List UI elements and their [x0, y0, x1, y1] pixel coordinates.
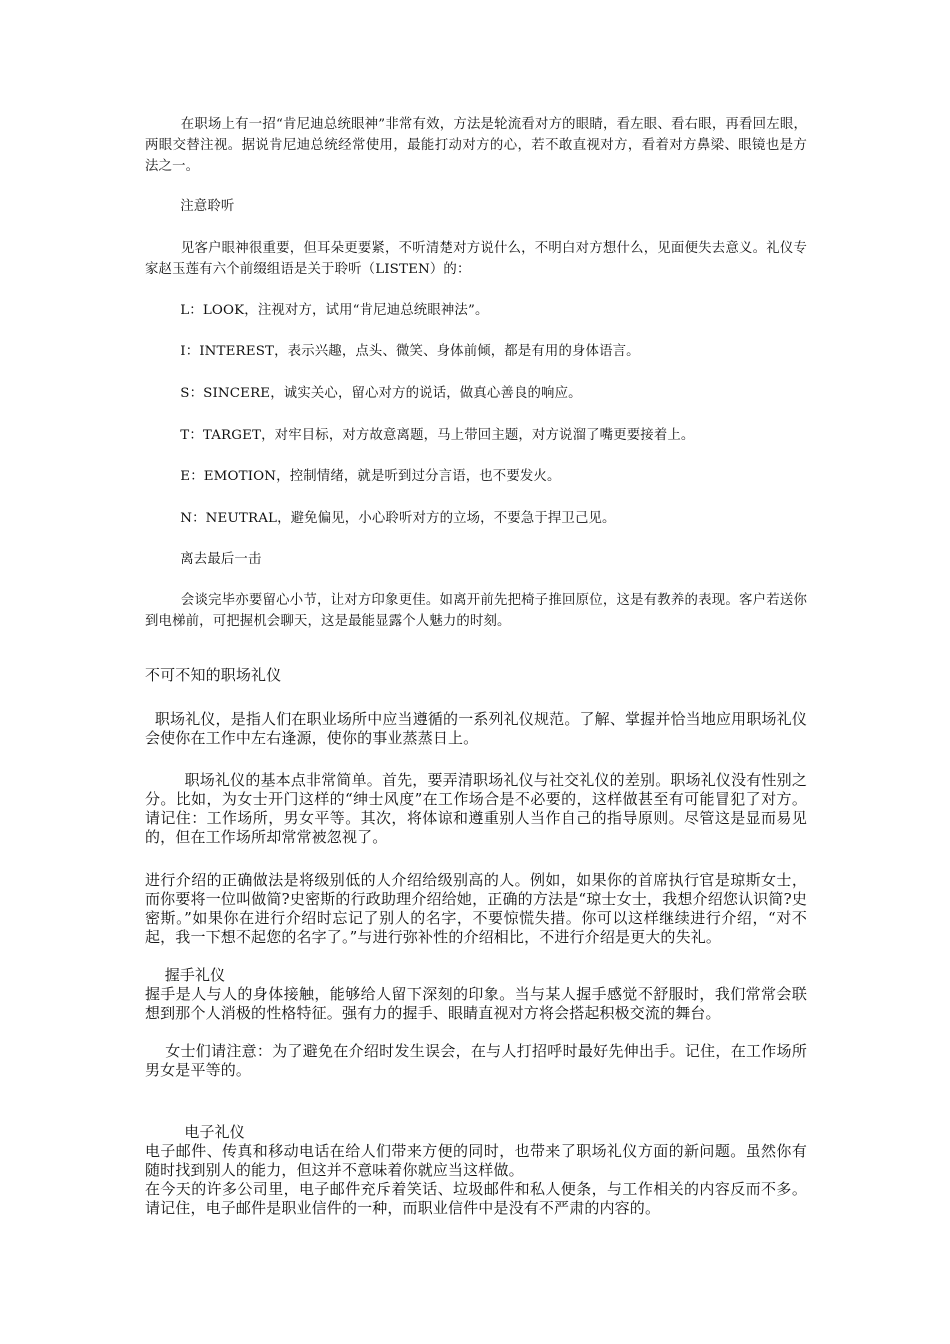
list-item-neutral: N：NEUTRAL，避免偏见，小心聆听对方的立场，不要急于捍卫己见。	[145, 511, 616, 526]
list-item-emotion: E：EMOTION，控制情绪，就是听到过分言语，也不要发火。	[145, 469, 561, 484]
paragraph-leaving: 会谈完毕亦要留心小节，让对方印象更佳。如离开前先把椅子推回原位，这是有教养的表现。客户若送你到电梯前，可把握机会聊天，这是最能显露个人魅力的时刻。	[145, 593, 807, 629]
paragraph-electronic: 电子邮件、传真和移动电话在给人们带来方便的同时，也带来了职场礼仪方面的新问题。虽然你有随时找到别人的能力，但这并不意味着你就应当这样做。	[145, 1142, 807, 1179]
paragraph-workplace-etiquette: 职场礼仪，是指人们在职业场所中应当遵循的一系列礼仪规范。了解、掌握并恰当地应用职场礼仪会使你在工作中左右逢源，使你的事业蒸蒸日上。	[145, 710, 807, 747]
section-title: 不可不知的职场礼仪	[145, 666, 282, 684]
paragraph-introductions: 进行介绍的正确做法是将级别低的人介绍给级别高的人。例如，如果你的首席执行官是琼斯女士，而你要将一位叫做简?史密斯的行政助理介绍给她，正确的方法是“琼士女士，我想介绍您认识简?史密斯。”如果你在进行介绍时忘记了别人的名字，不要惊慌失措。你可以这样继续进行介绍，“对不起，我一下想不起您的名字了。”与进行弥补性的介绍相比，不进行介绍是更大的失礼。	[145, 871, 807, 946]
list-item-sincere: S：SINCERE，诚实关心，留心对方的说话，做真心善良的响应。	[145, 386, 582, 401]
list-item-interest: I：INTEREST，表示兴趣，点头、微笑、身体前倾，都是有用的身体语言。	[145, 344, 640, 359]
list-item-target: T：TARGET，对牢目标，对方故意离题，马上带回主题，对方说溜了嘴更要接着上。	[145, 428, 695, 443]
paragraph-email: 在今天的许多公司里，电子邮件充斥着笑话、垃圾邮件和私人便条，与工作相关的内容反而不多。请记住，电子邮件是职业信件的一种，而职业信件中是没有不严肃的内容的。	[145, 1180, 807, 1217]
paragraph-ladies-note: 女士们请注意：为了避免在介绍时发生误会，在与人打招呼时最好先伸出手。记住，在工作场所男女是平等的。	[145, 1042, 807, 1079]
heading-leaving: 离去最后一击	[145, 552, 262, 567]
paragraph-handshake: 握手是人与人的身体接触，能够给人留下深刻的印象。当与某人握手感觉不舒服时，我们常常会联想到那个人消极的性格特征。强有力的握手、眼睛直视对方将会搭起积极交流的舞台。	[145, 985, 807, 1022]
paragraph-listen-intro: 见客户眼神很重要，但耳朵更要紧，不听清楚对方说什么，不明白对方想什么，见面便失去意义。礼仪专家赵玉莲有六个前缀组语是关于聆听（LISTEN）的：	[145, 241, 807, 277]
paragraph-basics: 职场礼仪的基本点非常简单。首先，要弄清职场礼仪与社交礼仪的差别。职场礼仪没有性别之分。比如，为女士开门这样的“绅士风度”在工作场合是不必要的，这样做甚至有可能冒犯了对方。请记住：工作场所，男女平等。其次，将体谅和遵重别人当作自己的指导原则。尽管这是显而易见的，但在工作场所却常常被忽视了。	[145, 771, 807, 846]
list-item-look: L：LOOK，注视对方，试用“肯尼迪总统眼神法”。	[145, 303, 489, 318]
heading-electronic: 电子礼仪	[145, 1123, 245, 1141]
paragraph-kennedy-gaze: 在职场上有一招“肯尼迪总统眼神”非常有效，方法是轮流看对方的眼睛，看左眼、看右眼，再看回左眼，两眼交替注视。据说肯尼迪总统经常使用，最能打动对方的心，若不敢直视对方，看着对方鼻梁、眼镜也是方法之一。	[145, 117, 807, 174]
heading-listen: 注意聆听	[145, 199, 235, 214]
heading-handshake: 握手礼仪	[145, 966, 226, 984]
